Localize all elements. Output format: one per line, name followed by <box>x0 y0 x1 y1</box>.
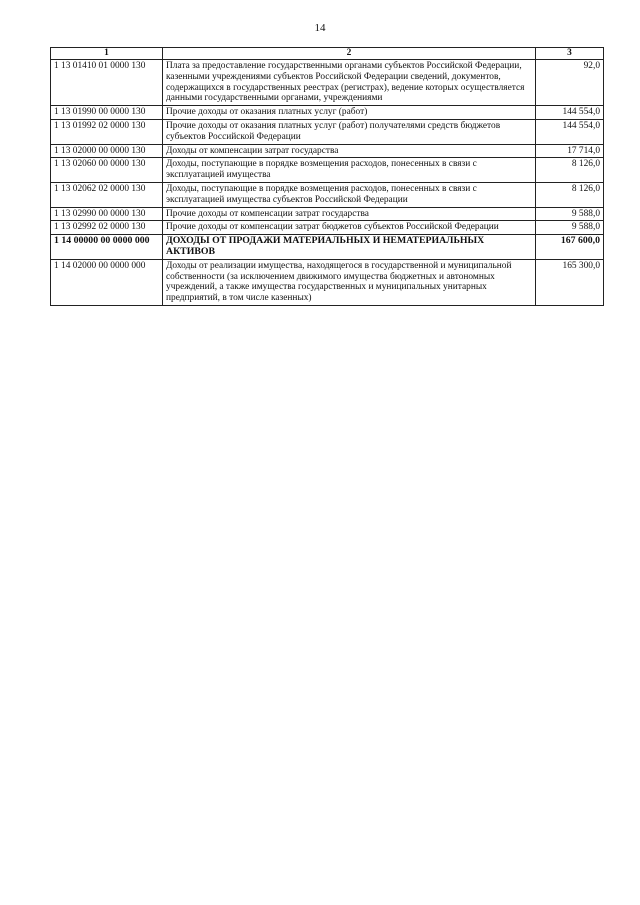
amount-cell: 144 554,0 <box>536 106 604 120</box>
revenue-code-cell: 1 13 01992 02 0000 130 <box>51 119 163 144</box>
revenue-name-cell: Прочие доходы от оказания платных услуг (работ) получателями средств бюджетов субъектов Российской Федерации <box>163 119 536 144</box>
amount-cell: 8 126,0 <box>536 182 604 207</box>
page-number: 14 <box>314 22 326 34</box>
revenue-code-cell: 1 14 00000 00 0000 000 <box>51 235 163 260</box>
revenue-name-cell: Плата за предоставление государственными органами субъектов Российской Федерации, казенными учреждениями субъектов Российской Федерации сведений, документов, содержащихся в государственных реестрах (регистрах), ведение которых осуществляется данными государственными органами, учреждениями <box>163 60 536 106</box>
column-header-amount: 3 <box>536 48 604 60</box>
table-row <box>51 144 604 158</box>
table-header-row <box>51 48 604 60</box>
amount-cell: 167 600,0 <box>536 235 604 260</box>
amount-cell: 17 714,0 <box>536 144 604 158</box>
table-row <box>51 119 604 144</box>
revenue-code-cell: 1 13 01410 01 0000 130 <box>51 60 163 106</box>
revenue-code-cell: 1 13 01990 00 0000 130 <box>51 106 163 120</box>
revenue-code-cell: 1 13 02992 02 0000 130 <box>51 221 163 235</box>
revenue-name-cell: Доходы от реализации имущества, находящегося в государственной и муниципальной собственности (за исключением движимого имущества бюджетных и автономных учреждений, а также имущества государственных и муниципальных унитарных предприятий, в том числе казенных) <box>163 259 536 305</box>
table-row <box>51 221 604 235</box>
revenue-name-cell: Доходы, поступающие в порядке возмещения расходов, понесенных в связи с эксплуатацией имущества <box>163 158 536 183</box>
table-body <box>51 60 604 306</box>
revenue-table <box>50 47 604 306</box>
amount-cell: 8 126,0 <box>536 158 604 183</box>
revenue-name-cell: Доходы, поступающие в порядке возмещения расходов, понесенных в связи с эксплуатацией имущества субъектов Российской Федерации <box>163 182 536 207</box>
revenue-name-cell: ДОХОДЫ ОТ ПРОДАЖИ МАТЕРИАЛЬНЫХ И НЕМАТЕРИАЛЬНЫХ АКТИВОВ <box>163 235 536 260</box>
revenue-code-cell: 1 13 02060 00 0000 130 <box>51 158 163 183</box>
table-row <box>51 259 604 305</box>
table-row <box>51 235 604 260</box>
revenue-code-cell: 1 13 02000 00 0000 130 <box>51 144 163 158</box>
column-header-code: 1 <box>51 48 163 60</box>
amount-cell: 165 300,0 <box>536 259 604 305</box>
table-row <box>51 207 604 221</box>
table-row <box>51 158 604 183</box>
revenue-code-cell: 1 13 02990 00 0000 130 <box>51 207 163 221</box>
amount-cell: 9 588,0 <box>536 221 604 235</box>
amount-cell: 144 554,0 <box>536 119 604 144</box>
revenue-name-cell: Прочие доходы от компенсации затрат государства <box>163 207 536 221</box>
table-row <box>51 106 604 120</box>
revenue-name-cell: Прочие доходы от компенсации затрат бюджетов субъектов Российской Федерации <box>163 221 536 235</box>
revenue-code-cell: 1 13 02062 02 0000 130 <box>51 182 163 207</box>
amount-cell: 92,0 <box>536 60 604 106</box>
column-header-name: 2 <box>163 48 536 60</box>
revenue-name-cell: Доходы от компенсации затрат государства <box>163 144 536 158</box>
table-row <box>51 182 604 207</box>
revenue-name-cell: Прочие доходы от оказания платных услуг (работ) <box>163 106 536 120</box>
revenue-code-cell: 1 14 02000 00 0000 000 <box>51 259 163 305</box>
amount-cell: 9 588,0 <box>536 207 604 221</box>
table-row <box>51 60 604 106</box>
